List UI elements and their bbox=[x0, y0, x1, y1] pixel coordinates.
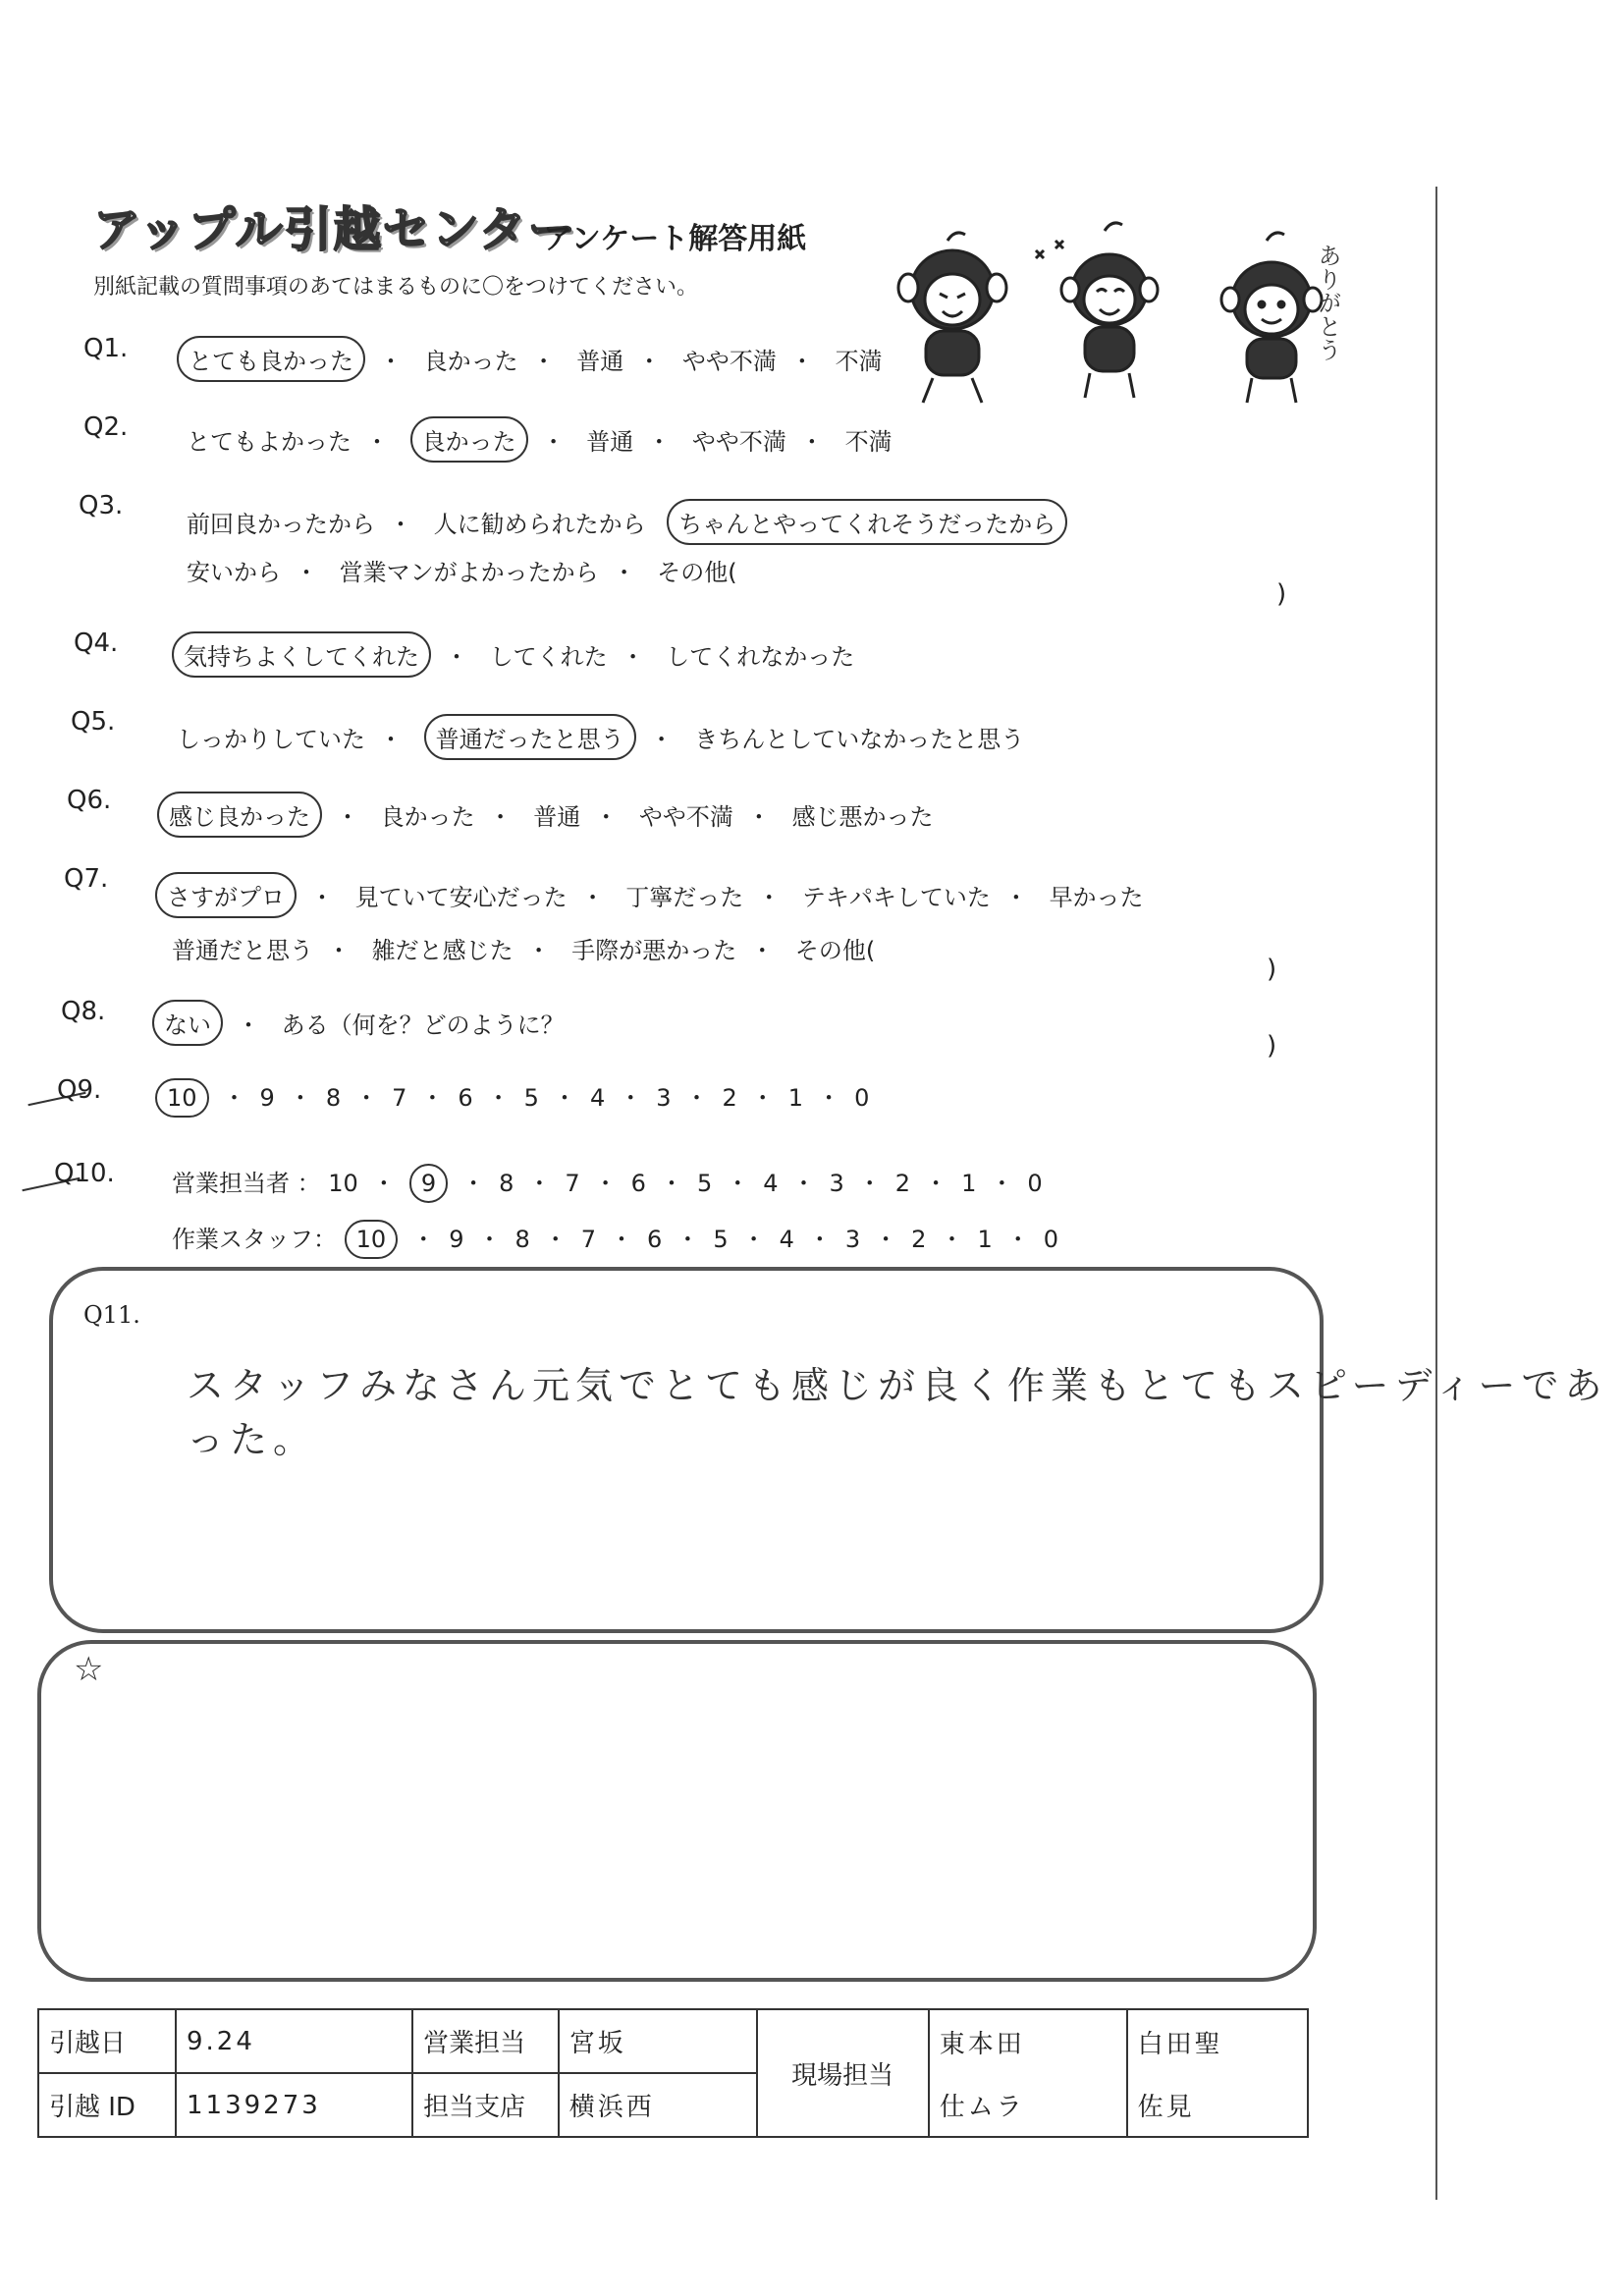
q2-option-3[interactable]: 普通 bbox=[586, 428, 634, 456]
q10-sales-separator: ・ bbox=[726, 1170, 750, 1197]
q6-option-5[interactable]: 感じ悪かった bbox=[791, 803, 934, 831]
q1-number: Q1. bbox=[83, 334, 129, 363]
site-staff-value-1[interactable]: 東本田 bbox=[929, 2009, 1127, 2073]
q10-sales-separator: ・ bbox=[461, 1170, 486, 1197]
q10-staff-separator: ・ bbox=[477, 1226, 502, 1253]
q9-number: Q9. bbox=[57, 1075, 102, 1105]
q6-option-3[interactable]: 普通 bbox=[533, 803, 581, 831]
q10-staff-separator: ・ bbox=[807, 1226, 832, 1253]
q3-option-3[interactable]: ちゃんとやってくれそうだったから bbox=[667, 499, 1067, 545]
star-icon: ☆ bbox=[74, 1650, 104, 1689]
q4-option-2[interactable]: してくれた bbox=[489, 643, 608, 671]
q10-sales-separator: ・ bbox=[990, 1170, 1014, 1197]
q7-option-7[interactable]: 雑だと感じた bbox=[371, 937, 514, 964]
q8-option-1[interactable]: ない bbox=[152, 1000, 223, 1046]
q11-label: Q11. bbox=[83, 1301, 140, 1329]
q10-sales-separator: ・ bbox=[371, 1170, 396, 1197]
q10-sales-option-2[interactable]: 2 bbox=[894, 1170, 911, 1197]
q10-staff-scale bbox=[345, 1226, 1058, 1253]
q7-option-9[interactable]: その他( bbox=[794, 937, 876, 964]
q10-sales-option-10[interactable]: 10 bbox=[328, 1170, 358, 1197]
q1-option-4[interactable]: やや不満 bbox=[681, 348, 777, 375]
q7-options-line1: さすがプロ ・ 見ていて安心だった ・ 丁寧だった ・ テキパキしていた ・ 早かった bbox=[155, 872, 1144, 918]
q2-options: とてもよかった ・ 良かった ・ 普通 ・ やや不満 ・ 不満 bbox=[187, 416, 893, 463]
q7-option-6[interactable]: 普通だと思う bbox=[172, 937, 313, 964]
site-staff-label: 現場担当 bbox=[757, 2009, 929, 2137]
q10-staff-separator: ・ bbox=[940, 1226, 964, 1253]
q10-staff-option-8[interactable]: 8 bbox=[514, 1226, 530, 1253]
q7-options-line2: 普通だと思う ・ 雑だと感じた ・ 手際が悪かった ・ その他( bbox=[172, 937, 876, 964]
q10-sales-option-4[interactable]: 4 bbox=[763, 1170, 779, 1197]
page-edge bbox=[1435, 187, 1437, 2200]
q3-option-4[interactable]: 安いから bbox=[187, 559, 281, 586]
q3-option-2[interactable]: 人に勧められたから bbox=[433, 511, 646, 538]
q9-option-1[interactable]: 1 bbox=[787, 1084, 804, 1112]
q10-sales-scale bbox=[328, 1170, 1042, 1197]
q10-sales-option-5[interactable]: 5 bbox=[696, 1170, 713, 1197]
q3-option-5[interactable]: 営業マンがよかったから bbox=[339, 559, 599, 586]
move-id-value[interactable]: 1139273 bbox=[176, 2073, 412, 2137]
q9-option-10[interactable]: 10 bbox=[155, 1078, 209, 1118]
q10-sales-separator: ・ bbox=[857, 1170, 882, 1197]
q4-options: 気持ちよくしてくれた ・ してくれた ・ してくれなかった bbox=[172, 631, 854, 678]
sales-rep-label: 営業担当 bbox=[412, 2009, 559, 2073]
q9-separator: ・ bbox=[354, 1084, 379, 1112]
q6-option-2[interactable]: 良かった bbox=[380, 803, 475, 831]
q7-option-5[interactable]: 早かった bbox=[1049, 884, 1144, 911]
q6-option-4[interactable]: やや不満 bbox=[638, 803, 733, 831]
q3-number: Q3. bbox=[79, 491, 124, 520]
move-date-value[interactable]: 9.24 bbox=[176, 2009, 412, 2073]
q7-option-1[interactable]: さすがプロ bbox=[155, 872, 297, 918]
q10-staff-separator: ・ bbox=[543, 1226, 568, 1253]
q10-sales-label: 営業担当者 ： bbox=[172, 1170, 321, 1197]
q9-option-3[interactable]: 3 bbox=[656, 1084, 672, 1112]
q2-option-2[interactable]: 良かった bbox=[410, 416, 528, 463]
q10-sales-option-1[interactable]: 1 bbox=[961, 1170, 977, 1197]
q7-option-8[interactable]: 手際が悪かった bbox=[571, 937, 737, 964]
q11-handwritten-answer: スタッフみなさん元気でとても感じが良く作業もとてもスピーディーであった。 bbox=[187, 1364, 1608, 1461]
q10-staff-separator: ・ bbox=[1005, 1226, 1030, 1253]
q10-sales-separator: ・ bbox=[527, 1170, 552, 1197]
q3-option-6[interactable]: その他( bbox=[657, 559, 737, 586]
q10-sales-separator: ・ bbox=[659, 1170, 683, 1197]
q9-separator: ・ bbox=[288, 1084, 312, 1112]
q10-staff-option-10[interactable]: 10 bbox=[345, 1220, 399, 1259]
q1-option-5[interactable]: 不満 bbox=[835, 348, 883, 375]
q10-staff-row bbox=[172, 1220, 1058, 1259]
q9-option-8[interactable]: 8 bbox=[325, 1084, 342, 1112]
q4-option-3[interactable]: してくれなかった bbox=[666, 643, 855, 671]
q10-number: Q10. bbox=[54, 1159, 115, 1188]
q9-separator: ・ bbox=[222, 1084, 246, 1112]
q2-option-4[interactable]: やや不満 bbox=[691, 428, 786, 456]
q9-option-9[interactable]: 9 bbox=[259, 1084, 275, 1112]
sales-rep-value[interactable]: 宮坂 bbox=[559, 2009, 757, 2073]
q5-option-2[interactable]: 普通だったと思う bbox=[424, 714, 636, 760]
q5-number: Q5. bbox=[71, 707, 116, 737]
q2-number: Q2. bbox=[83, 412, 129, 442]
q9-scale bbox=[155, 1078, 869, 1118]
q7-option-3[interactable]: 丁寧だった bbox=[625, 884, 744, 911]
q5-option-1[interactable]: しっかりしていた bbox=[177, 726, 365, 753]
q9-option-5[interactable]: 5 bbox=[523, 1084, 539, 1112]
company-title: アップル引越センター bbox=[93, 202, 577, 257]
q3-options-line1: 前回良かったから ・ 人に勧められたから ちゃんとやってくれそうだったから bbox=[187, 499, 1067, 545]
site-staff-value-3[interactable]: 白田聖 bbox=[1127, 2009, 1308, 2073]
q1-option-1[interactable]: とても良かった bbox=[177, 336, 365, 382]
q10-sales-option-0[interactable]: 0 bbox=[1027, 1170, 1043, 1197]
q6-options: 感じ良かった ・ 良かった ・ 普通 ・ やや不満 ・ 感じ悪かった bbox=[157, 792, 934, 838]
q10-staff-separator: ・ bbox=[874, 1226, 898, 1253]
q10-sales-row bbox=[172, 1164, 1043, 1203]
q8-number: Q8. bbox=[61, 997, 106, 1026]
q9-separator: ・ bbox=[552, 1084, 576, 1112]
q10-staff-option-3[interactable]: 3 bbox=[844, 1226, 861, 1253]
move-id-label: 引越 ID bbox=[38, 2073, 176, 2137]
q10-staff-option-0[interactable]: 0 bbox=[1043, 1226, 1058, 1253]
q10-staff-option-7[interactable]: 7 bbox=[580, 1226, 597, 1253]
site-staff-value-2[interactable]: 仕ムラ bbox=[929, 2073, 1127, 2137]
q4-option-1[interactable]: 気持ちよくしてくれた bbox=[172, 631, 431, 678]
q6-option-1[interactable]: 感じ良かった bbox=[157, 792, 322, 838]
q10-sales-option-6[interactable]: 6 bbox=[630, 1170, 646, 1197]
q9-separator: ・ bbox=[684, 1084, 709, 1112]
q10-sales-option-8[interactable]: 8 bbox=[499, 1170, 514, 1197]
q7-number: Q7. bbox=[64, 864, 109, 894]
q10-staff-option-1[interactable]: 1 bbox=[977, 1226, 993, 1253]
q1-options: とても良かった ・ 良かった ・ 普通 ・ やや不満 ・ 不満 bbox=[177, 336, 883, 382]
q10-sales-option-3[interactable]: 3 bbox=[829, 1170, 844, 1197]
q8-option-2[interactable]: ある（何を？どのように？ bbox=[281, 1011, 565, 1039]
q10-staff-separator: ・ bbox=[741, 1226, 766, 1253]
q10-sales-separator: ・ bbox=[593, 1170, 618, 1197]
q10-sales-option-9[interactable]: 9 bbox=[409, 1164, 448, 1203]
q4-number: Q4. bbox=[74, 629, 119, 658]
q9-separator: ・ bbox=[420, 1084, 445, 1112]
q1-option-3[interactable]: 普通 bbox=[576, 348, 624, 375]
q3-options-line2: 安いから ・ 営業マンがよかったから ・ その他( bbox=[187, 559, 737, 586]
q5-option-3[interactable]: きちんとしていなかったと思う bbox=[694, 726, 1025, 753]
q9-separator: ・ bbox=[817, 1084, 841, 1112]
q10-staff-option-2[interactable]: 2 bbox=[911, 1226, 927, 1253]
q10-staff-option-5[interactable]: 5 bbox=[713, 1226, 729, 1253]
q9-separator: ・ bbox=[486, 1084, 511, 1112]
q6-number: Q6. bbox=[67, 786, 112, 815]
q7-option-4[interactable]: テキパキしていた bbox=[801, 884, 991, 911]
move-info-table bbox=[37, 2008, 1309, 2138]
q9-option-7[interactable]: 7 bbox=[392, 1084, 407, 1112]
q10-staff-option-6[interactable]: 6 bbox=[647, 1226, 663, 1253]
q10-staff-option-4[interactable]: 4 bbox=[779, 1226, 794, 1253]
q9-separator: ・ bbox=[750, 1084, 775, 1112]
q10-sales-option-7[interactable]: 7 bbox=[565, 1170, 580, 1197]
q8-close-paren: ) bbox=[1267, 1031, 1277, 1061]
q7-option-2[interactable]: 見ていて安心だった bbox=[354, 884, 568, 911]
q8-options: ない ・ ある（何を？どのように？ bbox=[152, 1000, 565, 1046]
q10-sales-separator: ・ bbox=[924, 1170, 948, 1197]
q5-options: しっかりしていた ・ 普通だったと思う ・ きちんとしていなかったと思う bbox=[177, 714, 1024, 760]
branch-value[interactable]: 横浜西 bbox=[559, 2073, 757, 2137]
q2-option-1[interactable]: とてもよかった bbox=[187, 428, 352, 456]
q10-staff-separator: ・ bbox=[610, 1226, 634, 1253]
move-date-label: 引越日 bbox=[38, 2009, 176, 2073]
q3-option-1[interactable]: 前回良かったから bbox=[187, 511, 375, 538]
q10-staff-separator: ・ bbox=[676, 1226, 700, 1253]
q9-separator: ・ bbox=[619, 1084, 643, 1112]
form-subtitle: アンケート解答用紙 bbox=[543, 222, 807, 256]
q10-staff-option-9[interactable]: 9 bbox=[449, 1226, 464, 1253]
q9-option-0[interactable]: 0 bbox=[854, 1084, 870, 1112]
q10-staff-separator: ・ bbox=[411, 1226, 436, 1253]
instruction-text: 別紙記載の質問事項のあてはまるものに〇をつけてください。 bbox=[93, 275, 699, 300]
q10-staff-label: 作業スタッフ： bbox=[172, 1226, 337, 1253]
q9-option-6[interactable]: 6 bbox=[458, 1084, 473, 1112]
q7-close-paren: ) bbox=[1267, 955, 1277, 984]
q10-sales-separator: ・ bbox=[791, 1170, 816, 1197]
mascot-thanks-text: ありがとう bbox=[1314, 244, 1341, 361]
branch-label: 担当支店 bbox=[412, 2073, 559, 2137]
q1-option-2[interactable]: 良かった bbox=[423, 348, 518, 375]
monkey-mascots-illustration bbox=[889, 221, 1340, 417]
free-comment-box[interactable] bbox=[37, 1640, 1317, 1982]
q9-option-2[interactable]: 2 bbox=[722, 1084, 737, 1112]
site-staff-value-4[interactable]: 佐見 bbox=[1127, 2073, 1308, 2137]
q3-close-paren: ) bbox=[1276, 579, 1287, 609]
q9-option-4[interactable]: 4 bbox=[589, 1084, 606, 1112]
q2-option-5[interactable]: 不満 bbox=[844, 428, 893, 456]
